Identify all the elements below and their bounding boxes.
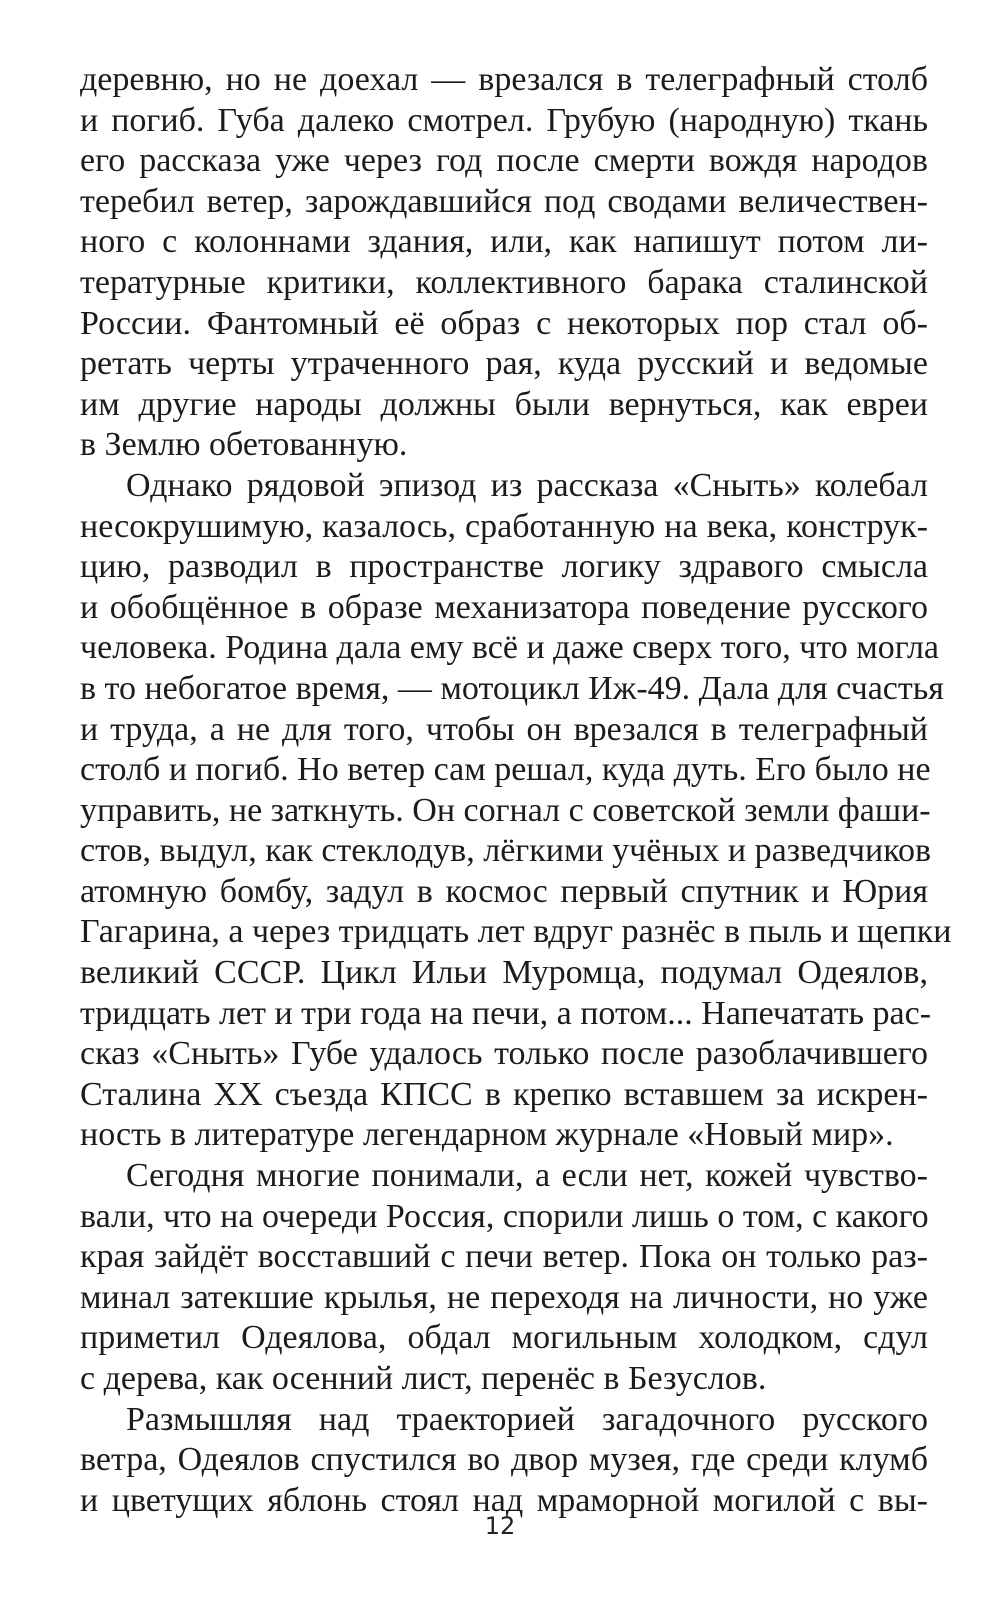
- text-line: человека. Родина дала ему всё и даже сверх того, что могла: [80, 629, 940, 667]
- text-line: Гагарина, а через тридцать лет вдруг разнёс в пыль и щепки: [80, 913, 952, 951]
- text-line: его рассказа уже через год после смерти вождя народов: [80, 142, 928, 180]
- text-line: края зайдёт восставший с печи ветер. Пока он только раз-: [80, 1238, 928, 1276]
- text-line: в то небогатое время, — мотоцикл Иж-49. Дала для счастья: [80, 669, 944, 707]
- text-line: теребил ветер, зарождавшийся под сводами величествен-: [80, 182, 928, 220]
- text-line: цию, разводил в пространстве логику здравого смысла: [80, 548, 928, 586]
- text-line: ретать черты утраченного рая, куда русский и ведомые: [80, 345, 928, 383]
- text-line: тридцать лет и три года на печи, а потом... Напечатать рас-: [80, 994, 932, 1032]
- paragraph-2: [80, 466, 952, 1156]
- text-line: и погиб. Губа далеко смотрел. Грубую (народную) ткань: [80, 101, 928, 139]
- text-line: в Землю обетованную.: [80, 426, 408, 464]
- body-text: [80, 60, 952, 1521]
- text-line: Сегодня многие понимали, а если нет, кожей чувство-: [126, 1157, 928, 1195]
- text-line: минал затекшие крылья, не переходя на личности, но уже: [80, 1278, 928, 1316]
- text-line: и цветущих яблонь стоял над мраморной могилой с вы-: [80, 1481, 928, 1519]
- text-line: атомную бомбу, задул в космос первый спутник и Юрия: [80, 872, 928, 910]
- text-line: великий СССР. Цикл Ильи Муромца, подумал Одеялов,: [80, 954, 928, 992]
- text-line: несокрушимую, казалось, сработанную на века, конструк-: [80, 507, 928, 545]
- text-line: ность в литературе легендарном журнале «Новый мир».: [80, 1116, 894, 1154]
- text-line: столб и погиб. Но ветер сам решал, куда дуть. Его было не: [80, 751, 931, 789]
- paragraph-4: [80, 1400, 928, 1522]
- text-line: стов, выдул, как стеклодув, лёгкими учёных и разведчиков: [80, 832, 932, 870]
- text-line: им другие народы должны были вернуться, как евреи: [80, 385, 928, 423]
- text-line: и обобщённое в образе механизатора поведение русского: [80, 588, 928, 626]
- text-line: Однако рядовой эпизод из рассказа «Сныть» колебал: [126, 466, 928, 504]
- text-line: вали, что на очереди Россия, спорили лишь о том, с какого: [80, 1197, 929, 1235]
- text-line: ветра, Одеялов спустился во двор музея, где среди клумб: [80, 1441, 928, 1479]
- text-line: России. Фантомный её образ с некоторых пор стал об-: [80, 304, 928, 342]
- text-line: и труда, а не для того, чтобы он врезался в телеграфный: [80, 710, 928, 748]
- text-line: Сталина XX съезда КПСС в крепко вставшем за искрен-: [80, 1075, 928, 1113]
- text-line: приметил Одеялова, обдал могильным холодком, сдул: [80, 1319, 928, 1357]
- text-line: Размышляя над траекторией загадочного русского: [126, 1400, 928, 1438]
- paragraph-3: [80, 1156, 928, 1400]
- text-line: сказ «Сныть» Губе удалось только после разоблачившего: [80, 1035, 928, 1073]
- paragraph-1: [80, 60, 928, 466]
- text-line: деревню, но не доехал — врезался в телеграфный столб: [80, 61, 928, 98]
- text-line: управить, не заткнуть. Он согнал с советской земли фаши-: [80, 791, 931, 829]
- text-line: тературные критики, коллективного барака сталинской: [80, 263, 928, 301]
- text-line: ного с колоннами здания, или, как напишут потом ли-: [80, 223, 928, 261]
- page-number: 12: [484, 1512, 516, 1540]
- text-line: с дерева, как осенний лист, перенёс в Безуслов.: [80, 1360, 767, 1397]
